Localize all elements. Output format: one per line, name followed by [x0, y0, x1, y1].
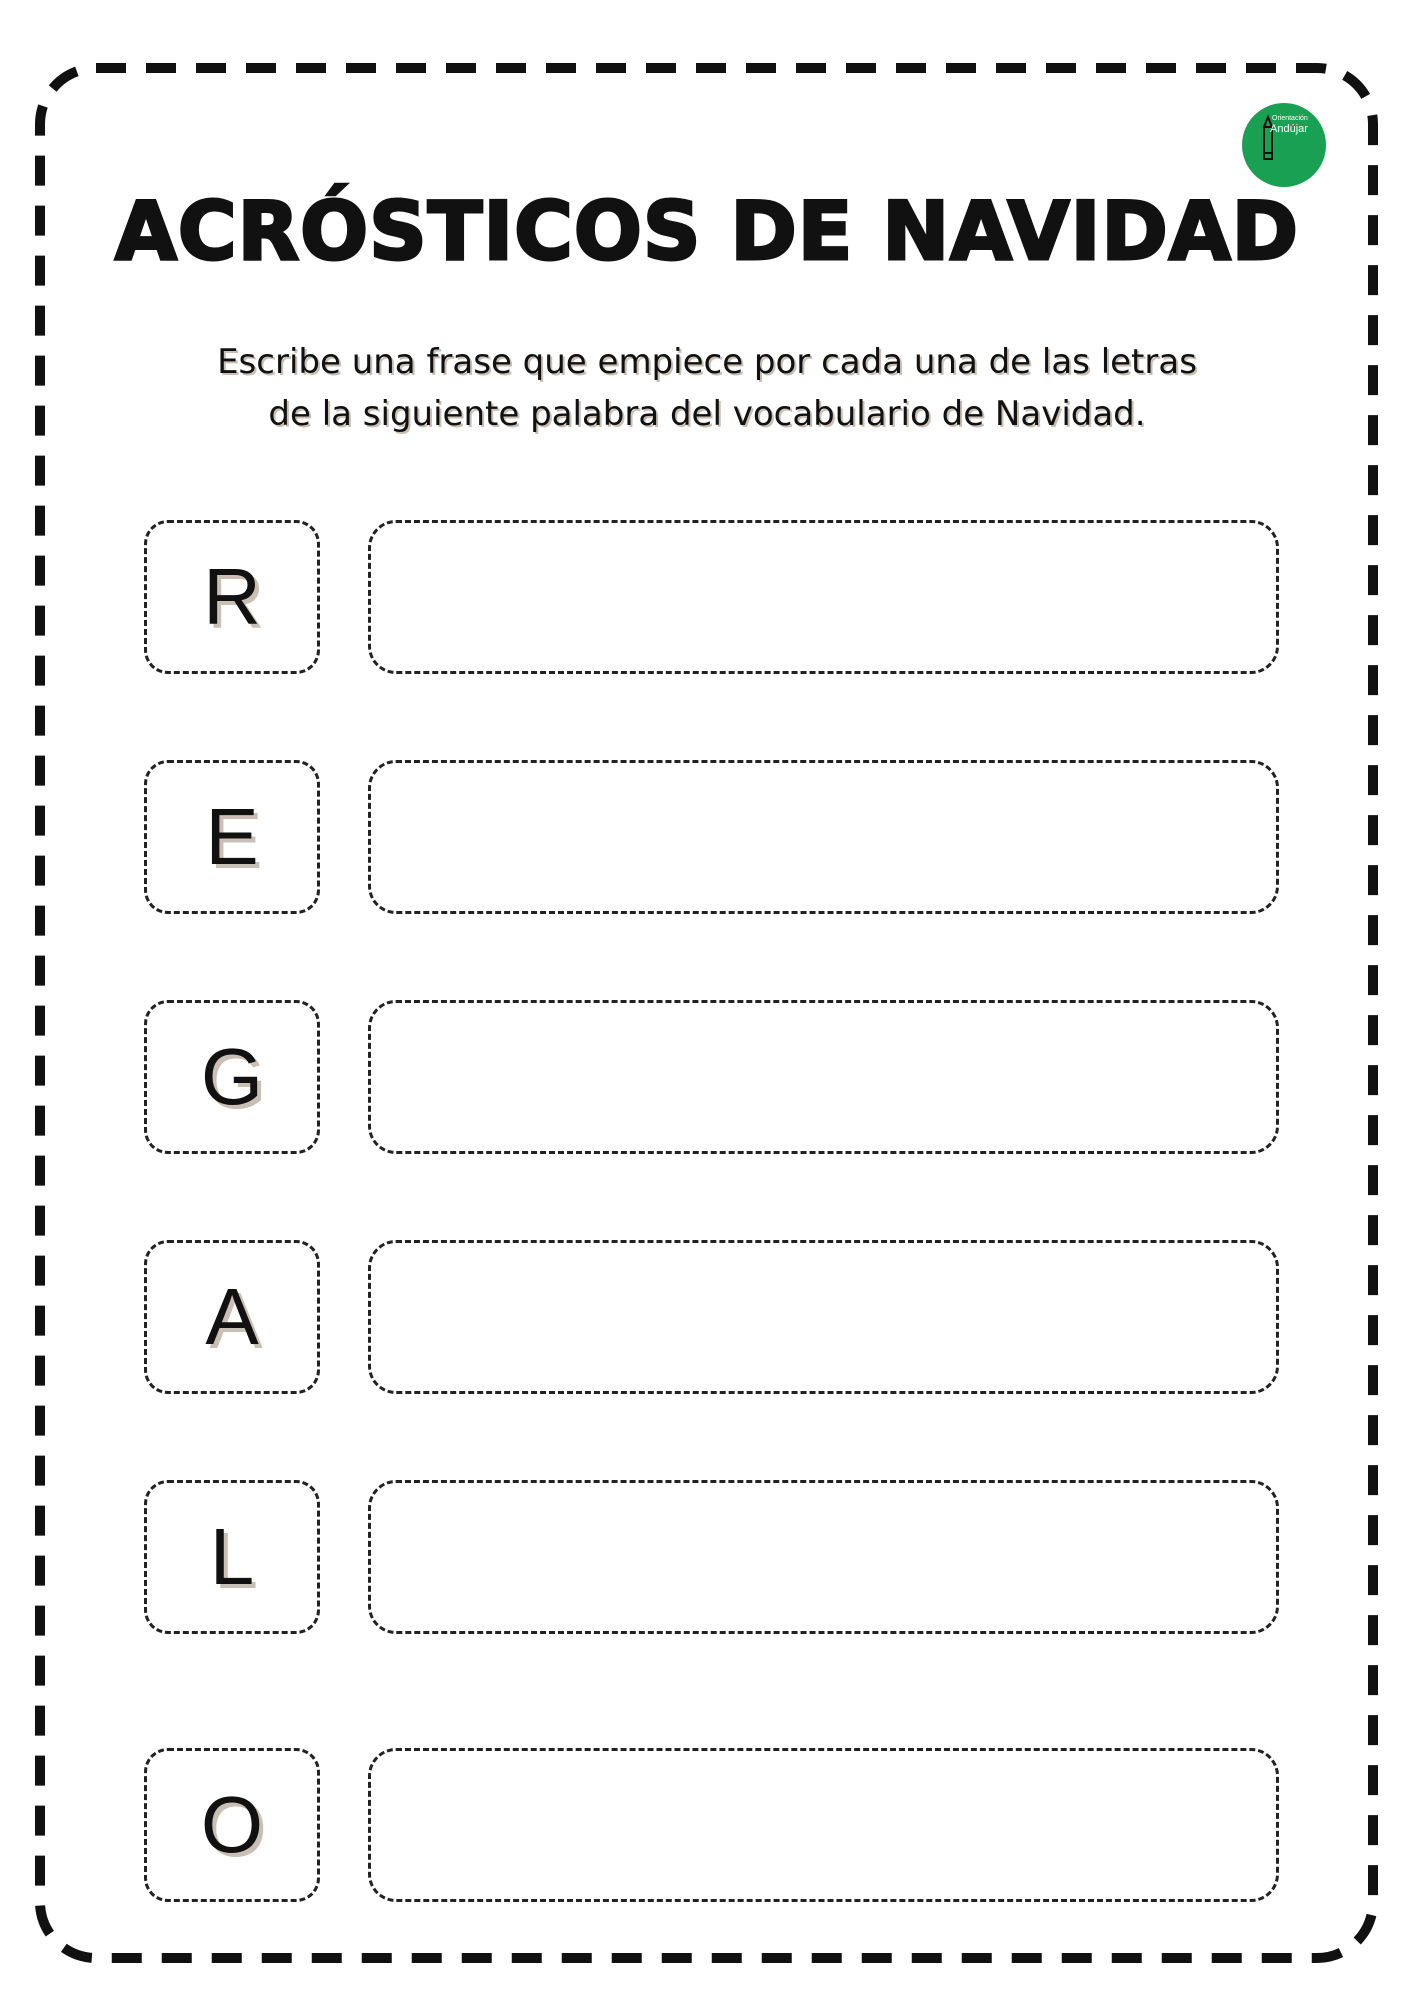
acrostic-letter: A [205, 1272, 259, 1361]
answer-field[interactable] [368, 1000, 1279, 1154]
acrostic-letter: G [200, 1032, 264, 1121]
answer-field[interactable] [368, 1480, 1279, 1634]
logo-text-small: Orientación [1272, 115, 1308, 122]
letter-box [144, 1480, 320, 1634]
acrostic-row-g [0, 1000, 1414, 1152]
answer-field[interactable] [368, 520, 1279, 674]
letter-box [144, 760, 320, 914]
answer-field[interactable] [368, 760, 1279, 914]
logo [1242, 103, 1326, 187]
acrostic-row-a [0, 1240, 1414, 1392]
letter-box [144, 1240, 320, 1394]
page-title: ACRÓSTICOS DE NAVIDAD [114, 185, 1300, 278]
letter-box [144, 1748, 320, 1902]
acrostic-letter: E [205, 792, 259, 881]
acrostic-row-o [0, 1748, 1414, 1900]
logo-text-main: Andújar [1270, 123, 1308, 135]
instructions-line-1: Escribe una frase que empiece por cada una de las letras [217, 342, 1197, 382]
answer-field[interactable] [368, 1240, 1279, 1394]
letter-box [144, 520, 320, 674]
acrostic-letter: R [203, 552, 261, 641]
acrostic-letter: O [200, 1780, 264, 1869]
letter-box [144, 1000, 320, 1154]
instructions [0, 336, 1414, 440]
acrostic-row-l [0, 1480, 1414, 1632]
instructions-line-2: de la siguiente palabra del vocabulario de Navidad. [268, 394, 1146, 434]
answer-field[interactable] [368, 1748, 1279, 1902]
acrostic-letter: L [209, 1512, 255, 1601]
acrostic-row-r [0, 520, 1414, 672]
acrostic-row-e [0, 760, 1414, 912]
